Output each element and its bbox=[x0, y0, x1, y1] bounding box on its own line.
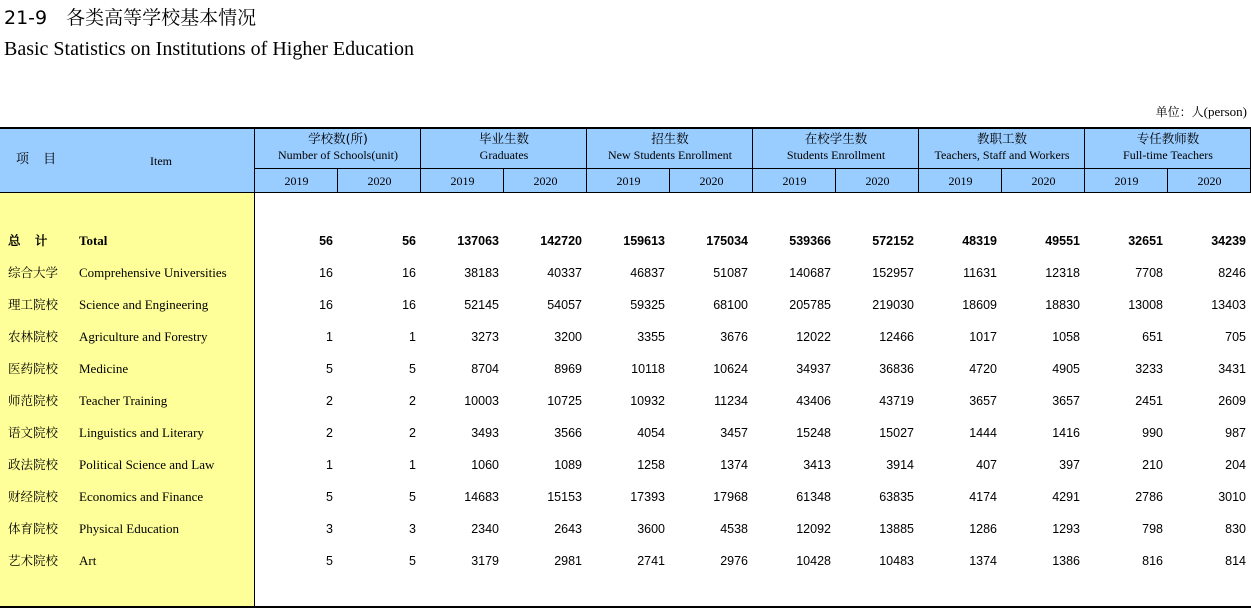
table-cell-value: 137063 bbox=[457, 234, 499, 248]
column-group-header bbox=[1085, 131, 1251, 163]
table-cell-value: 10932 bbox=[630, 394, 665, 408]
year-header: 2019 bbox=[450, 174, 475, 188]
header-item-english: Item bbox=[150, 154, 172, 168]
table-cell-value: 1 bbox=[326, 458, 333, 472]
column-group-header bbox=[421, 131, 587, 163]
table-cell-value: 12092 bbox=[796, 522, 831, 536]
table-cell-value: 1060 bbox=[471, 458, 499, 472]
table-cell-value: 1386 bbox=[1052, 554, 1080, 568]
row-label-english: Physical Education bbox=[79, 521, 180, 536]
table-cell-value: 3273 bbox=[471, 330, 499, 344]
table-cell-value: 2 bbox=[326, 426, 333, 440]
table-cell-value: 12022 bbox=[796, 330, 831, 344]
unit-label-chinese: 单位：人 bbox=[1155, 105, 1204, 119]
total-row bbox=[0, 225, 1251, 257]
year-header: 2019 bbox=[1114, 174, 1139, 188]
table-cell-value: 3676 bbox=[720, 330, 748, 344]
table-cell-value: 13403 bbox=[1211, 298, 1246, 312]
table-cell-value: 68100 bbox=[713, 298, 748, 312]
table-cell-value: 1258 bbox=[637, 458, 665, 472]
group-header-chinese: 在校学生数 bbox=[804, 131, 868, 146]
table-cell-value: 15153 bbox=[547, 490, 582, 504]
group-header-chinese: 招生数 bbox=[651, 131, 689, 146]
table-row bbox=[0, 385, 1251, 417]
table-cell-value: 13008 bbox=[1128, 298, 1163, 312]
table-cell-value: 11631 bbox=[963, 266, 997, 280]
table-cell-value: 61348 bbox=[796, 490, 831, 504]
table-cell-value: 56 bbox=[319, 234, 333, 248]
table-bottom-rule bbox=[0, 606, 1251, 608]
table-cell-value: 3431 bbox=[1218, 362, 1246, 376]
table-cell-value: 159613 bbox=[623, 234, 665, 248]
row-label-english: Science and Engineering bbox=[79, 297, 209, 312]
table-cell-value: 175034 bbox=[706, 234, 748, 248]
table-cell-value: 2976 bbox=[720, 554, 748, 568]
table-cell-value: 36836 bbox=[879, 362, 914, 376]
table-cell-value: 3493 bbox=[471, 426, 499, 440]
table-cell-value: 1089 bbox=[554, 458, 582, 472]
table-cell-value: 10725 bbox=[547, 394, 582, 408]
table-cell-value: 2981 bbox=[554, 554, 582, 568]
table-cell-value: 16 bbox=[319, 298, 333, 312]
row-label-english: Teacher Training bbox=[79, 393, 168, 408]
year-header: 2020 bbox=[367, 174, 392, 188]
row-label-chinese: 总 计 bbox=[8, 233, 48, 248]
table-cell-value: 651 bbox=[1142, 330, 1163, 344]
table-cell-value: 2 bbox=[409, 426, 416, 440]
table-row bbox=[0, 545, 1251, 577]
year-header: 2020 bbox=[533, 174, 558, 188]
group-header-chinese: 专任教师数 bbox=[1136, 131, 1200, 146]
table-cell-value: 14683 bbox=[464, 490, 499, 504]
table-cell-value: 11234 bbox=[714, 394, 748, 408]
table-cell-value: 3914 bbox=[886, 458, 914, 472]
table-cell-value: 43406 bbox=[796, 394, 831, 408]
year-header: 2020 bbox=[699, 174, 724, 188]
table-cell-value: 3566 bbox=[554, 426, 582, 440]
table-cell-value: 40337 bbox=[547, 266, 582, 280]
row-label-chinese: 政法院校 bbox=[8, 457, 59, 472]
table-cell-value: 59325 bbox=[630, 298, 665, 312]
table-cell-value: 17393 bbox=[630, 490, 665, 504]
table-cell-value: 4054 bbox=[637, 426, 665, 440]
table-cell-value: 3233 bbox=[1135, 362, 1163, 376]
table-cell-value: 2 bbox=[409, 394, 416, 408]
row-label-chinese: 财经院校 bbox=[8, 489, 59, 504]
table-cell-value: 4905 bbox=[1052, 362, 1080, 376]
table-cell-value: 51087 bbox=[713, 266, 748, 280]
row-label-chinese: 理工院校 bbox=[8, 297, 59, 312]
table-cell-value: 18830 bbox=[1045, 298, 1080, 312]
year-header: 2020 bbox=[1197, 174, 1222, 188]
row-label-english: Linguistics and Literary bbox=[79, 425, 204, 440]
table-cell-value: 12318 bbox=[1045, 266, 1080, 280]
table-cell-value: 54057 bbox=[547, 298, 582, 312]
table-cell-value: 3010 bbox=[1218, 490, 1246, 504]
table-row bbox=[0, 417, 1251, 449]
table-row bbox=[0, 481, 1251, 513]
table-cell-value: 539366 bbox=[789, 234, 831, 248]
row-label-chinese: 综合大学 bbox=[8, 265, 59, 280]
table-cell-value: 705 bbox=[1225, 330, 1246, 344]
group-header-chinese: 教职工数 bbox=[976, 131, 1027, 146]
table-cell-value: 3413 bbox=[803, 458, 831, 472]
table-cell-value: 990 bbox=[1142, 426, 1163, 440]
table-cell-value: 1058 bbox=[1052, 330, 1080, 344]
table-cell-value: 34937 bbox=[796, 362, 831, 376]
group-header-english: Students Enrollment bbox=[786, 148, 886, 162]
table-cell-value: 142720 bbox=[540, 234, 582, 248]
year-header: 2020 bbox=[865, 174, 890, 188]
table-cell-value: 1017 bbox=[969, 330, 997, 344]
header-bottom-rule bbox=[0, 192, 1251, 193]
table-cell-value: 10483 bbox=[879, 554, 914, 568]
table-cell-value: 3355 bbox=[637, 330, 665, 344]
table-cell-value: 48319 bbox=[962, 234, 997, 248]
table-cell-value: 2643 bbox=[554, 522, 582, 536]
table-cell-value: 13885 bbox=[879, 522, 914, 536]
table-cell-value: 140687 bbox=[789, 266, 831, 280]
table-cell-value: 798 bbox=[1142, 522, 1163, 536]
table-cell-value: 16 bbox=[402, 298, 416, 312]
table-cell-value: 32651 bbox=[1128, 234, 1163, 248]
table-cell-value: 407 bbox=[976, 458, 997, 472]
table-row bbox=[0, 289, 1251, 321]
table-cell-value: 8704 bbox=[471, 362, 499, 376]
table-cell-value: 1 bbox=[326, 330, 333, 344]
table-cell-value: 46837 bbox=[630, 266, 665, 280]
table-cell-value: 1416 bbox=[1052, 426, 1080, 440]
table-cell-value: 3657 bbox=[969, 394, 997, 408]
table-cell-value: 3457 bbox=[720, 426, 748, 440]
row-label-english: Agriculture and Forestry bbox=[79, 329, 208, 344]
group-header-chinese: 毕业生数 bbox=[478, 131, 529, 146]
group-header-chinese: 学校数(所) bbox=[308, 131, 368, 146]
group-header-english: Graduates bbox=[479, 148, 529, 162]
table-cell-value: 2609 bbox=[1218, 394, 1246, 408]
year-header: 2019 bbox=[948, 174, 973, 188]
table-cell-value: 210 bbox=[1142, 458, 1163, 472]
table-cell-value: 4538 bbox=[720, 522, 748, 536]
table-cell-value: 10428 bbox=[796, 554, 831, 568]
table-cell-value: 4720 bbox=[969, 362, 997, 376]
row-label-chinese: 师范院校 bbox=[8, 393, 59, 408]
table-cell-value: 3 bbox=[326, 522, 333, 536]
table-cell-value: 814 bbox=[1225, 554, 1246, 568]
table-cell-value: 1 bbox=[409, 458, 416, 472]
table-cell-value: 1293 bbox=[1052, 522, 1080, 536]
table-cell-value: 5 bbox=[326, 554, 333, 568]
column-group-header bbox=[255, 131, 421, 163]
table-top-rule bbox=[0, 127, 1251, 129]
row-label-english: Art bbox=[79, 553, 97, 568]
table-cell-value: 2451 bbox=[1135, 394, 1163, 408]
table-cell-value: 205785 bbox=[789, 298, 831, 312]
table-cell-value: 34239 bbox=[1211, 234, 1246, 248]
table-cell-value: 49551 bbox=[1045, 234, 1080, 248]
row-label-chinese: 语文院校 bbox=[8, 425, 59, 440]
table-row bbox=[0, 513, 1251, 545]
table-row bbox=[0, 257, 1251, 289]
table-cell-value: 572152 bbox=[872, 234, 914, 248]
table-cell-value: 204 bbox=[1225, 458, 1246, 472]
table-cell-value: 7708 bbox=[1135, 266, 1163, 280]
table-cell-value: 816 bbox=[1142, 554, 1163, 568]
table-cell-value: 10118 bbox=[631, 362, 665, 376]
table-cell-value: 1286 bbox=[969, 522, 997, 536]
row-label-english: Medicine bbox=[79, 361, 129, 376]
table-cell-value: 16 bbox=[402, 266, 416, 280]
table-cell-value: 2340 bbox=[471, 522, 499, 536]
table-cell-value: 56 bbox=[402, 234, 416, 248]
table-cell-value: 52145 bbox=[464, 298, 499, 312]
table-cell-value: 5 bbox=[409, 490, 416, 504]
header-item-chinese: 项 目 bbox=[16, 152, 57, 167]
table-cell-value: 3600 bbox=[637, 522, 665, 536]
row-label-chinese: 艺术院校 bbox=[8, 553, 59, 568]
table-row bbox=[0, 321, 1251, 353]
table-cell-value: 10003 bbox=[464, 394, 499, 408]
table-cell-value: 987 bbox=[1225, 426, 1246, 440]
row-label-english: Political Science and Law bbox=[79, 457, 215, 472]
table-cell-value: 38183 bbox=[464, 266, 499, 280]
table-cell-value: 2786 bbox=[1135, 490, 1163, 504]
table-cell-value: 3657 bbox=[1052, 394, 1080, 408]
column-group-header bbox=[587, 131, 753, 163]
table-cell-value: 3 bbox=[409, 522, 416, 536]
group-header-english: Number of Schools(unit) bbox=[278, 148, 398, 162]
year-header: 2019 bbox=[782, 174, 807, 188]
year-header: 2019 bbox=[616, 174, 641, 188]
row-label-english: Economics and Finance bbox=[79, 489, 204, 504]
table-title-english: Basic Statistics on Institutions of Higher Education bbox=[4, 38, 414, 60]
row-label-english: Comprehensive Universities bbox=[79, 265, 227, 280]
group-header-english: Teachers, Staff and Workers bbox=[934, 148, 1070, 162]
year-header: 2019 bbox=[284, 174, 309, 188]
table-cell-value: 152957 bbox=[872, 266, 914, 280]
table-cell-value: 4291 bbox=[1052, 490, 1080, 504]
table-cell-value: 4174 bbox=[969, 490, 997, 504]
group-header-english: Full-time Teachers bbox=[1123, 148, 1213, 162]
table-cell-value: 5 bbox=[409, 362, 416, 376]
table-cell-value: 1374 bbox=[969, 554, 997, 568]
table-cell-value: 18609 bbox=[962, 298, 997, 312]
table-cell-value: 43719 bbox=[879, 394, 914, 408]
table-cell-value: 15248 bbox=[796, 426, 831, 440]
year-header-rule bbox=[254, 168, 1251, 169]
table-cell-value: 17968 bbox=[713, 490, 748, 504]
table-cell-value: 830 bbox=[1225, 522, 1246, 536]
unit-label bbox=[1156, 104, 1247, 120]
table-cell-value: 5 bbox=[409, 554, 416, 568]
row-label-chinese: 农林院校 bbox=[8, 329, 59, 344]
table-cell-value: 3179 bbox=[471, 554, 499, 568]
table-cell-value: 2 bbox=[326, 394, 333, 408]
table-cell-value: 2741 bbox=[637, 554, 665, 568]
table-cell-value: 8969 bbox=[554, 362, 582, 376]
table-cell-value: 10624 bbox=[713, 362, 748, 376]
row-label-chinese: 医药院校 bbox=[8, 361, 59, 376]
table-cell-value: 1374 bbox=[720, 458, 748, 472]
table-cell-value: 1444 bbox=[969, 426, 997, 440]
row-label-english: Total bbox=[79, 233, 108, 248]
column-group-header bbox=[919, 131, 1085, 163]
row-label-chinese: 体育院校 bbox=[8, 521, 59, 536]
table-cell-value: 219030 bbox=[872, 298, 914, 312]
column-group-header bbox=[753, 131, 919, 163]
table-cell-value: 63835 bbox=[879, 490, 914, 504]
table-cell-value: 16 bbox=[319, 266, 333, 280]
table-cell-value: 12466 bbox=[879, 330, 914, 344]
table-cell-value: 397 bbox=[1059, 458, 1080, 472]
table-cell-value: 1 bbox=[409, 330, 416, 344]
table-cell-value: 8246 bbox=[1218, 266, 1246, 280]
table-title-chinese: 21-9 各类高等学校基本情况 bbox=[4, 7, 257, 29]
table-row bbox=[0, 353, 1251, 385]
table-row bbox=[0, 449, 1251, 481]
table-cell-value: 5 bbox=[326, 490, 333, 504]
table-cell-value: 15027 bbox=[879, 426, 914, 440]
group-header-english: New Students Enrollment bbox=[608, 148, 732, 162]
unit-label-english: (person) bbox=[1203, 104, 1247, 119]
table-cell-value: 3200 bbox=[554, 330, 582, 344]
year-header: 2020 bbox=[1031, 174, 1056, 188]
table-cell-value: 5 bbox=[326, 362, 333, 376]
